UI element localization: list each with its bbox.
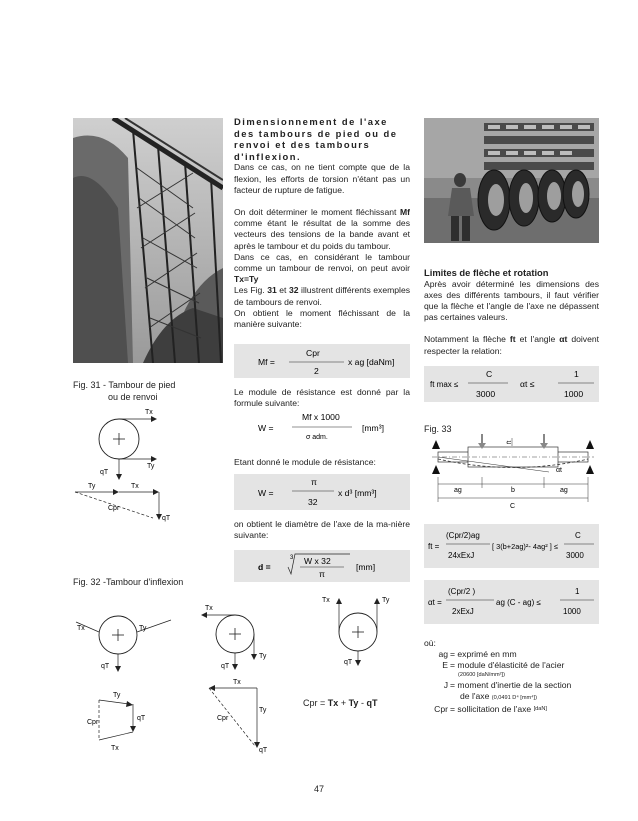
def-e-text: = module d'élasticité de l'acier bbox=[450, 660, 565, 670]
definitions-intro: où: bbox=[424, 638, 436, 648]
w1-formula bbox=[234, 410, 410, 444]
limit-1: 1 bbox=[574, 369, 579, 379]
page-number: 47 bbox=[313, 784, 324, 794]
fig31-poly-tx: Tx bbox=[131, 483, 139, 490]
fig32-diagram-1 bbox=[73, 600, 183, 760]
w1-left: W = bbox=[258, 423, 274, 433]
fig32a-poly-tx: Tx bbox=[111, 745, 119, 752]
at-left: αt = bbox=[428, 598, 442, 607]
w2-denominator: 32 bbox=[308, 497, 318, 507]
section-heading: Dimensionnement de l'axe des tambours de pied ou de renvoi et des tambours d'inflexion. bbox=[234, 116, 398, 162]
fig32-label: Fig. 32 -Tambour d'inflexion bbox=[73, 577, 184, 587]
w2-formula-box bbox=[234, 474, 410, 510]
def-ag-symbol: ag bbox=[438, 649, 448, 659]
def-j-symbol: J bbox=[443, 680, 448, 690]
fig32a-tx: Tx bbox=[77, 625, 85, 632]
def-e-value: (20600 [daN/mm²]) bbox=[458, 672, 505, 678]
fig32a-poly-cpr: Cpr bbox=[87, 719, 99, 726]
fig32a-poly-ty: Ty bbox=[113, 692, 121, 699]
paragraph-moment: On doit déterminer le moment fléchissant Mf comme étant le résultat de la somme des vecteurs des tensions de la bande avant et après le tambour et du poids du tambour. bbox=[234, 206, 411, 251]
d-numerator: W x 32 bbox=[304, 556, 331, 566]
fig33-ft: ft bbox=[507, 440, 513, 444]
fig32a-ty: Ty bbox=[139, 625, 147, 632]
limits-heading: Limites de flèche et rotation bbox=[424, 267, 549, 278]
fig32b-poly-qt: qT bbox=[259, 747, 268, 754]
cpr-formula-qt: qT bbox=[366, 698, 378, 708]
limit-3000: 3000 bbox=[476, 389, 496, 399]
fig31-ty: Ty bbox=[147, 463, 155, 470]
fig31-label bbox=[73, 379, 175, 403]
def-cpr-unit: [daN] bbox=[533, 706, 547, 712]
def-j-text2: de l'axe bbox=[460, 691, 490, 701]
fig31-tx: Tx bbox=[145, 409, 153, 416]
d-unit: [mm] bbox=[356, 562, 376, 572]
paragraph-module: Le module de résistance est donné par la formule suivante: bbox=[234, 387, 410, 409]
def-j-value: (0,0491 D⁴ [mm⁴]) bbox=[491, 695, 537, 701]
fig31-qt: qT bbox=[100, 469, 109, 476]
fig33-b: b bbox=[511, 487, 515, 494]
cpr-formula-minus: - bbox=[360, 698, 364, 708]
at-formula-box bbox=[424, 580, 599, 624]
bridge-conveyor-photo bbox=[73, 118, 223, 363]
fig33-c: C bbox=[510, 503, 516, 510]
w1-denominator: σ adm. bbox=[306, 434, 328, 441]
mf-left: Mf = bbox=[258, 357, 275, 367]
definitions bbox=[424, 638, 599, 715]
fig32b-ty: Ty bbox=[259, 653, 267, 660]
column-3 bbox=[424, 267, 599, 357]
paragraph-flexion: Dans ce cas, on ne tient compte que de la flexion, les efforts de torsion n'étant pas un facteur de rupture de fatigue. bbox=[234, 162, 410, 195]
limit-at: αt ≤ bbox=[520, 379, 535, 389]
fig32c-ty: Ty bbox=[382, 597, 390, 604]
mf-numerator: Cpr bbox=[306, 348, 320, 358]
fig33-label: Fig. 33 bbox=[424, 424, 452, 434]
fig31-poly-qt: qT bbox=[162, 515, 171, 522]
mf-right: x ag [daNm] bbox=[348, 357, 395, 367]
w1-unit: [mm³] bbox=[362, 423, 384, 433]
d-root-index: 3 bbox=[290, 555, 294, 561]
w2-numerator: π bbox=[311, 477, 317, 487]
paragraph-given: Etant donné le module de résistance: bbox=[234, 457, 376, 467]
ft-3000: 3000 bbox=[566, 551, 584, 560]
fig32b-tx: Tx bbox=[205, 605, 213, 612]
fig31-poly-cpr: Cpr bbox=[108, 505, 120, 512]
w2-right: x d³ [mm³] bbox=[338, 488, 377, 498]
limit-1000: 1000 bbox=[564, 389, 584, 399]
w1-numerator: Mf x 1000 bbox=[302, 412, 340, 422]
fig32b-poly-cpr: Cpr bbox=[217, 715, 229, 722]
fig31-label-line1: Fig. 31 - Tambour de pied bbox=[73, 380, 176, 390]
at-1000: 1000 bbox=[563, 607, 581, 616]
paragraph-relation: Notamment la flèche ft et l'angle αt doivent respecter la relation: bbox=[424, 334, 600, 356]
def-ag-text: = exprimé en mm bbox=[450, 649, 517, 659]
def-e-symbol: E bbox=[442, 660, 448, 670]
ft-denominator: 24xExJ bbox=[448, 551, 475, 560]
cpr-formula-plus: + bbox=[340, 698, 347, 708]
ft-numerator: (Cpr/2)ag bbox=[446, 531, 480, 540]
d-left: d = bbox=[258, 562, 271, 572]
def-j-text: = moment d'inertie de la section bbox=[450, 680, 572, 690]
fig31-poly-ty: Ty bbox=[88, 483, 96, 490]
fig32a-poly-qt: qT bbox=[137, 715, 146, 722]
fig31-label-line2: ou de renvoi bbox=[108, 392, 158, 402]
fig32-diagram-2 bbox=[195, 596, 295, 756]
mf-denominator: 2 bbox=[314, 366, 319, 376]
limit-ft: ft max ≤ bbox=[430, 380, 459, 389]
cpr-formula-label: Cpr = bbox=[303, 698, 326, 708]
mf-formula-box bbox=[234, 344, 410, 378]
limits-formula-box bbox=[424, 366, 599, 402]
column-2 bbox=[234, 116, 410, 330]
fig32b-poly-tx: Tx bbox=[233, 679, 241, 686]
d-denominator: π bbox=[319, 569, 325, 579]
fig32-diagram-3 bbox=[318, 592, 408, 672]
paragraph-diameter: on obtient le diamètre de l'axe de la ma-nière suivante: bbox=[234, 519, 410, 541]
paragraph-renvoi: Dans ce cas, en considérant le tambour comme un tambour de renvoi, on peut avoir Tx=Ty bbox=[234, 251, 410, 285]
paragraph-limits: Après avoir déterminé les dimensions des axes des différents tambours, il faut vérifier que la flèche et l'angle de l'axe ne dépassent pas certaines valeurs. bbox=[424, 278, 599, 323]
d-formula-box bbox=[234, 550, 410, 582]
ft-formula-box bbox=[424, 524, 599, 568]
limit-c: C bbox=[486, 369, 493, 379]
fig33-at: αt bbox=[556, 467, 562, 474]
at-1: 1 bbox=[575, 587, 580, 596]
fig32c-tx: Tx bbox=[322, 597, 330, 604]
fig33-ag-left: ag bbox=[454, 487, 462, 494]
fig33-shaft-diagram bbox=[424, 432, 599, 517]
factory-drums-photo bbox=[424, 118, 599, 243]
fig32b-qt: qT bbox=[221, 663, 230, 670]
fig32a-qt: qT bbox=[101, 663, 110, 670]
cpr-formula-tx: Tx bbox=[327, 698, 339, 708]
at-middle: ag (C - ag) ≤ bbox=[496, 598, 541, 607]
fig32b-poly-ty: Ty bbox=[259, 707, 267, 714]
ft-middle: [ 3(b+2ag)²- 4ag² ] ≤ bbox=[492, 542, 558, 551]
at-numerator: (Cpr/2 ) bbox=[448, 587, 476, 596]
at-denominator: 2xExJ bbox=[452, 607, 474, 616]
fig33-ag-right: ag bbox=[560, 487, 568, 494]
fig32c-qt: qT bbox=[344, 659, 353, 666]
w2-left: W = bbox=[258, 488, 274, 498]
cpr-formula-ty: Ty bbox=[348, 698, 359, 708]
def-cpr-text: = sollicitation de l'axe bbox=[450, 704, 532, 714]
paragraph-obtain: On obtient le moment fléchissant de la manière suivante: bbox=[234, 307, 410, 330]
fig31-diagram bbox=[73, 402, 223, 532]
ft-c: C bbox=[575, 531, 581, 540]
paragraph-figs: Les Fig. 31 et 32 illustrent différents exemples de tambours de renvoi. bbox=[234, 285, 411, 307]
ft-left: ft = bbox=[428, 542, 440, 551]
def-cpr-symbol: Cpr bbox=[434, 704, 448, 714]
fig32-cpr-formula bbox=[303, 698, 377, 708]
